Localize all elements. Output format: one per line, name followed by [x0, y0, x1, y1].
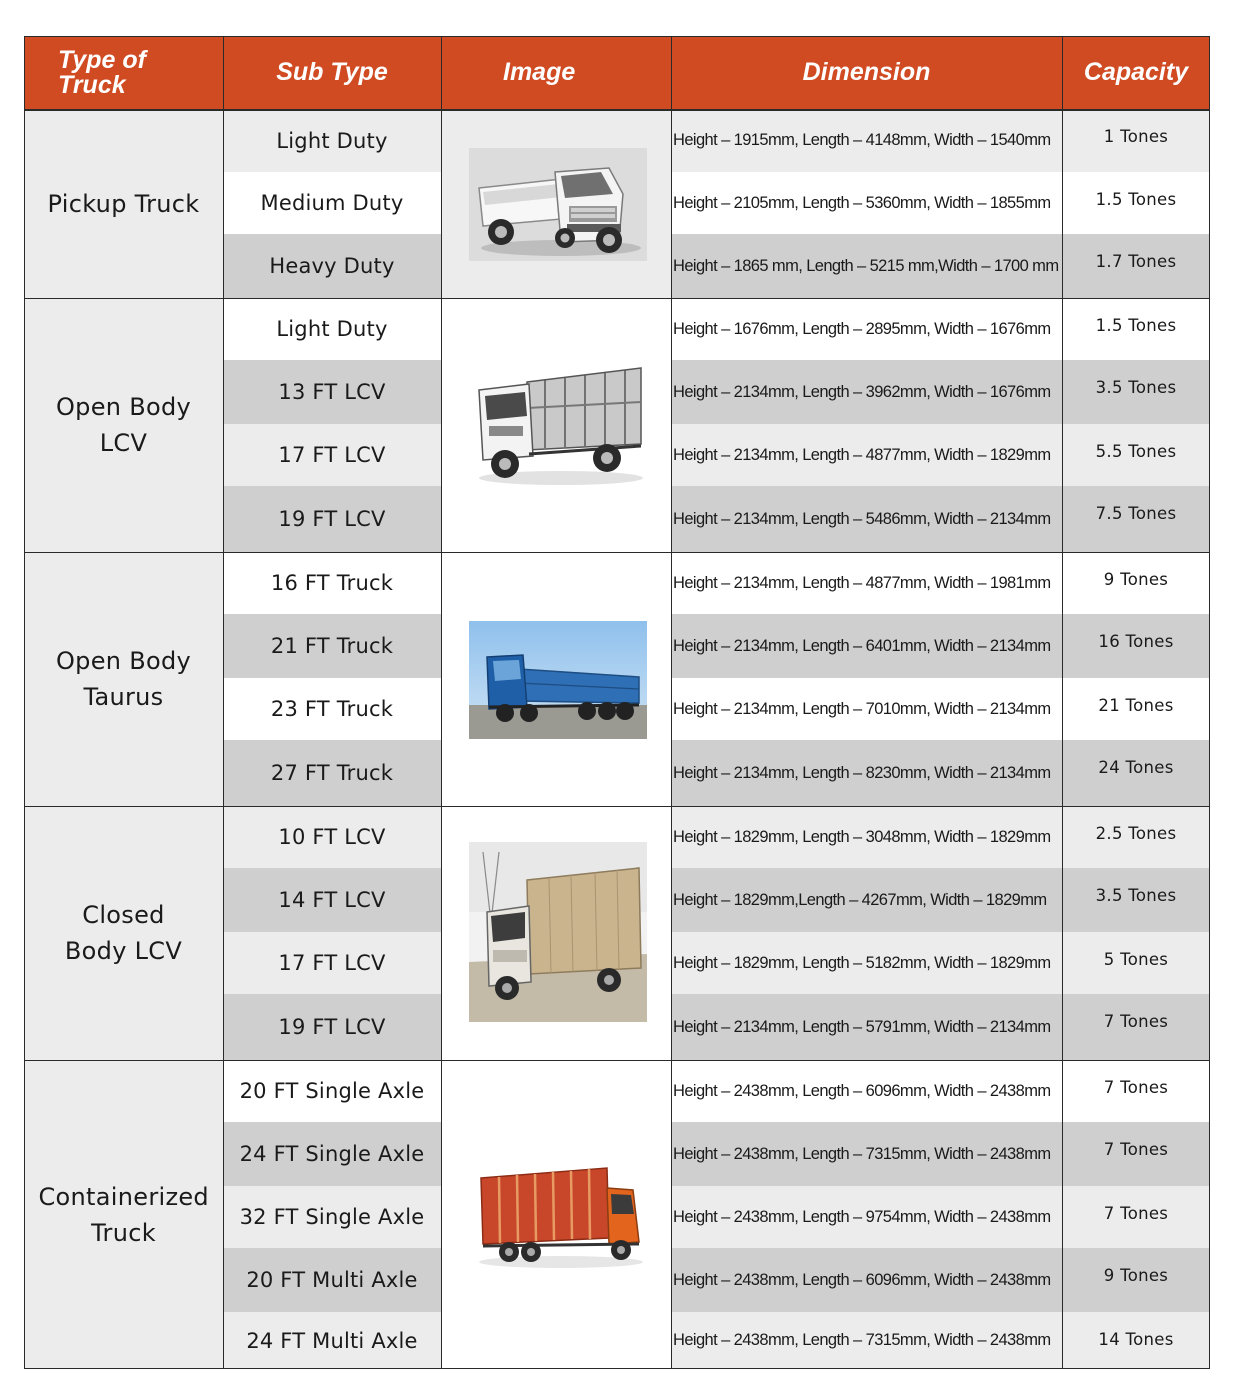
sub-type-cell: 21 FT Truck: [270, 634, 394, 658]
capacity-cell: 5 Tones: [1103, 950, 1169, 969]
capacity-cell: 3.5 Tones: [1095, 378, 1177, 397]
dimension-cell: Height – 2438mm, Length – 9754mm, Width – 2438mm: [673, 1207, 1051, 1226]
header-image: Image: [441, 36, 671, 109]
capacity-cell: 2.5 Tones: [1095, 824, 1177, 843]
header-dimension: Dimension: [671, 36, 1062, 109]
capacity-cell: 5.5 Tones: [1095, 442, 1177, 461]
sub-type-cell: 17 FT LCV: [278, 951, 386, 975]
capacity-cell: 16 Tones: [1098, 632, 1174, 651]
truck-type-closed-body-lcv: Closed Body LCV: [24, 806, 223, 1060]
capacity-cell: 21 Tones: [1098, 696, 1174, 715]
dimension-cell: Height – 2134mm, Length – 5791mm, Width – 2134mm: [673, 1017, 1051, 1036]
sub-type-cell: 24 FT Multi Axle: [246, 1328, 418, 1353]
dimension-cell: Height – 2134mm, Length – 4877mm, Width – 1829mm: [673, 445, 1051, 464]
dimension-cell: Height – 2134mm, Length – 6401mm, Width – 2134mm: [673, 636, 1051, 655]
sub-type-cell: 32 FT Single Axle: [239, 1205, 425, 1229]
sub-type-cell: 16 FT Truck: [270, 571, 394, 595]
header-sub-type: Sub Type: [223, 36, 441, 109]
sub-type-cell: 24 FT Single Axle: [239, 1142, 425, 1166]
header-capacity: Capacity: [1062, 36, 1210, 109]
dimension-cell: Height – 1865 mm, Length – 5215 mm,Width – 1700 mm: [673, 256, 1059, 275]
header-type-of-truck: Type of Truck: [24, 36, 223, 109]
sub-type-cell: 23 FT Truck: [270, 697, 394, 721]
sub-type-cell: 19 FT LCV: [278, 507, 386, 531]
sub-type-cell: 27 FT Truck: [270, 761, 394, 785]
capacity-cell: 7 Tones: [1103, 1012, 1169, 1031]
truck-spec-table: [24, 36, 1210, 1369]
capacity-cell: 1 Tones: [1103, 127, 1169, 146]
dimension-cell: Height – 1829mm, Length – 3048mm, Width – 1829mm: [673, 827, 1051, 846]
capacity-cell: 1.5 Tones: [1095, 316, 1177, 335]
sub-type-cell: 20 FT Single Axle: [239, 1079, 425, 1103]
truck-type-containerized: Containerized Truck: [24, 1060, 223, 1369]
dimension-cell: Height – 2105mm, Length – 5360mm, Width – 1855mm: [673, 193, 1051, 212]
sub-type-cell: Medium Duty: [260, 191, 404, 215]
truck-type-pickup: Pickup Truck: [24, 109, 223, 298]
sub-type-cell: 13 FT LCV: [278, 380, 386, 404]
dimension-cell: Height – 1829mm, Length – 5182mm, Width – 1829mm: [673, 953, 1051, 972]
sub-type-cell: 19 FT LCV: [278, 1015, 386, 1039]
capacity-cell: 1.5 Tones: [1095, 190, 1177, 209]
dimension-cell: Height – 2438mm, Length – 6096mm, Width – 2438mm: [673, 1270, 1051, 1289]
dimension-cell: Height – 2438mm, Length – 7315mm, Width – 2438mm: [673, 1331, 1051, 1349]
dimension-cell: Height – 1829mm,Length – 4267mm, Width – 1829mm: [673, 890, 1047, 909]
capacity-cell: 7 Tones: [1103, 1078, 1169, 1097]
sub-type-cell: Light Duty: [276, 317, 388, 341]
table-border: [24, 36, 1210, 1369]
truck-type-open-body-lcv: Open Body LCV: [24, 298, 223, 552]
dimension-cell: Height – 2134mm, Length – 7010mm, Width – 2134mm: [673, 699, 1051, 718]
dimension-cell: Height – 2438mm, Length – 6096mm, Width – 2438mm: [673, 1081, 1051, 1100]
sub-type-cell: 17 FT LCV: [278, 443, 386, 467]
dimension-cell: Height – 1915mm, Length – 4148mm, Width – 1540mm: [673, 131, 1051, 149]
capacity-cell: 7 Tones: [1103, 1204, 1169, 1223]
sub-type-cell: 20 FT Multi Axle: [246, 1268, 418, 1292]
sub-type-cell: 10 FT LCV: [278, 825, 386, 849]
sub-type-cell: 14 FT LCV: [278, 888, 386, 912]
capacity-cell: 24 Tones: [1098, 758, 1174, 777]
capacity-cell: 9 Tones: [1103, 570, 1169, 589]
sub-type-cell: Light Duty: [276, 128, 388, 153]
capacity-cell: 1.7 Tones: [1095, 252, 1177, 271]
dimension-cell: Height – 2134mm, Length – 4877mm, Width – 1981mm: [673, 573, 1051, 592]
dimension-cell: Height – 2134mm, Length – 3962mm, Width – 1676mm: [673, 382, 1051, 401]
capacity-cell: 14 Tones: [1098, 1330, 1174, 1349]
dimension-cell: Height – 1676mm, Length – 2895mm, Width – 1676mm: [673, 319, 1051, 338]
dimension-cell: Height – 2438mm, Length – 7315mm, Width – 2438mm: [673, 1144, 1051, 1163]
capacity-cell: 7.5 Tones: [1095, 504, 1177, 523]
capacity-cell: 3.5 Tones: [1095, 886, 1177, 905]
capacity-cell: 9 Tones: [1103, 1266, 1169, 1285]
sub-type-cell: Heavy Duty: [269, 254, 395, 278]
truck-type-open-body-taurus: Open Body Taurus: [24, 552, 223, 806]
dimension-cell: Height – 2134mm, Length – 8230mm, Width – 2134mm: [673, 763, 1051, 782]
capacity-cell: 7 Tones: [1103, 1140, 1169, 1159]
dimension-cell: Height – 2134mm, Length – 5486mm, Width – 2134mm: [673, 509, 1051, 528]
